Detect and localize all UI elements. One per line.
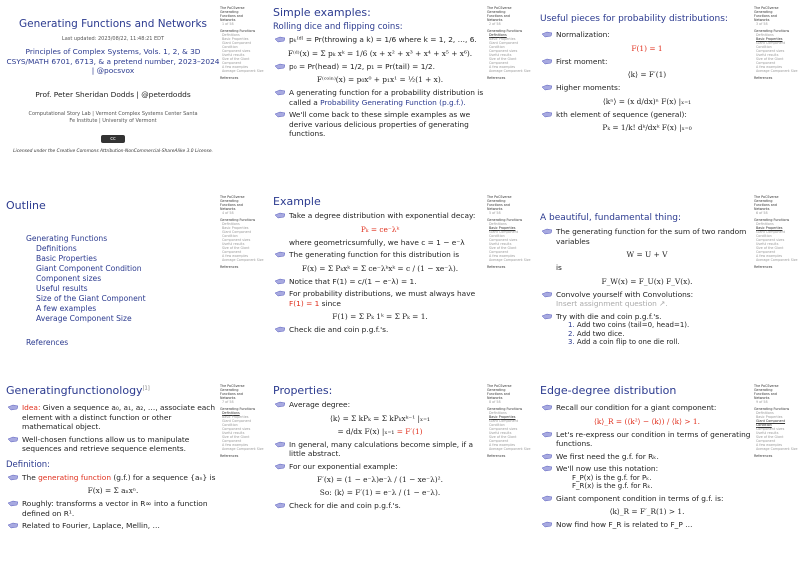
page-label: 5 of 58: [489, 211, 501, 215]
equation: Pₖ = 1/k! dᵏ/dxᵏ F(x) |ₓ₌₀: [602, 123, 692, 132]
sidebar-references[interactable]: References: [487, 76, 506, 80]
sidebar-header-4: Networks: [220, 18, 236, 22]
sidebar-item-giant-size[interactable]: Size of the Giant Component: [489, 246, 517, 254]
page-label: 6 of 58: [756, 211, 768, 215]
hand-bullet-icon: [542, 453, 552, 460]
bullet: Take a degree distribution with exponential decay:: [273, 211, 487, 221]
sidebar-item-giant-size[interactable]: Size of the Giant Component: [489, 57, 517, 65]
hand-bullet-icon: [275, 63, 285, 70]
sidebar-item-definitions[interactable]: Definitions: [756, 222, 774, 226]
hand-bullet-icon: [8, 436, 18, 443]
sidebar-item-examples[interactable]: A few examples: [756, 254, 783, 258]
bullet: Well-chosen functions allow us to manipulate sequences and retrieve sequence elements.: [6, 435, 220, 454]
bullet: First moment:: [540, 57, 754, 67]
sidebar-item-useful-results[interactable]: Useful results: [756, 53, 779, 57]
sidebar-item-avg-size[interactable]: Average Component Size: [222, 447, 264, 451]
sidebar-item-basic-properties[interactable]: Basic Properties: [489, 415, 516, 419]
hand-bullet-icon: [542, 495, 552, 502]
sidebar-header-3: Functions and: [220, 14, 243, 18]
bullet: Check for die and coin p.g.f.'s.: [273, 501, 487, 511]
sidebar-header-2: Generating: [754, 388, 773, 392]
page-label: 2 of 58: [489, 22, 501, 26]
sidebar-header-4: Networks: [220, 207, 236, 211]
sidebar-item-component-sizes[interactable]: Component sizes: [222, 238, 251, 242]
sidebar-header-1: The PoCSverse: [754, 195, 779, 199]
bullet: In general, many calculations become simple, if a little abstract.: [273, 440, 487, 459]
sidebar-item-examples[interactable]: A few examples: [222, 254, 249, 258]
bullet: pₖ⁽ᵈ⁾ = Pr(throwing a k) = 1/6 where k = 1, 2, …, 6.: [273, 35, 487, 45]
sidebar-item-useful-results[interactable]: Useful results: [222, 242, 245, 246]
notation-item: F_R(x) is the g.f. for Rₖ.: [572, 482, 653, 490]
hand-bullet-icon: [275, 502, 285, 509]
sidebar-item-giant-component[interactable]: Giant Component Condition: [756, 230, 786, 238]
page-label: 3 of 58: [756, 22, 768, 26]
sidebar-header-4: Networks: [754, 207, 770, 211]
sidebar-header-1: The PoCSverse: [487, 384, 512, 388]
assignment-link[interactable]: Insert assignment question ↗.: [556, 299, 668, 308]
bullet: We first need the g.f. for Rₖ.: [540, 452, 754, 462]
numbered-item: 3. Add a coin flip to one die roll.: [568, 338, 680, 346]
bullet: The generating function for this distribution is: [273, 250, 487, 260]
hand-bullet-icon: [8, 500, 18, 507]
sidebar-header-1: The PoCSverse: [754, 384, 779, 388]
numbered-item: 2. Add two dice.: [568, 329, 625, 338]
sidebar-header-2: Generating: [487, 199, 506, 203]
sidebar-item-useful-results[interactable]: Useful results: [489, 242, 512, 246]
sidebar-section-gen[interactable]: Generating Functions: [487, 407, 523, 411]
sidebar-item-definitions[interactable]: Definitions: [222, 33, 240, 37]
bullet: We'll come back to these simple examples as we derive various delicious properties of generating functions.: [273, 110, 487, 139]
equation: F⁽ᵈ⁾(x) = Σ pₖ xᵏ = 1/6 (x + x² + x³ + x⁴ + x⁵ + x⁶).: [287, 48, 473, 58]
slide-properties: [267, 378, 533, 566]
outline-item[interactable]: Average Component Size: [36, 314, 132, 323]
hand-bullet-icon: [275, 401, 285, 408]
equation: ⟨k⟩_R = (⟨k²⟩ − ⟨k⟩) / ⟨k⟩ > 1.: [594, 416, 700, 426]
sidebar-header-1: The PoCSverse: [220, 195, 245, 199]
deck-title: Generating Functions and Networks: [18, 18, 208, 30]
hand-bullet-icon: [542, 111, 552, 118]
outline-item[interactable]: Definitions: [36, 244, 77, 253]
sidebar-item-basic-properties[interactable]: Basic Properties: [489, 226, 516, 230]
sidebar-header-3: Functions and: [754, 203, 777, 207]
hand-bullet-icon: [275, 212, 285, 219]
sidebar-item-avg-size[interactable]: Average Component Size: [756, 69, 798, 73]
bullet: Notice that F(1) = c/(1 − e⁻λ) = 1.: [273, 277, 487, 287]
sidebar-item-examples[interactable]: A few examples: [489, 65, 516, 69]
sidebar-item-definitions[interactable]: Definitions: [222, 222, 240, 226]
outline-item[interactable]: Component sizes: [36, 274, 102, 283]
sidebar-item-component-sizes[interactable]: Component sizes: [489, 238, 518, 242]
equation: F(1) = Σ Pₖ 1ᵏ = Σ Pₖ = 1.: [332, 312, 428, 321]
sidebar-item-component-sizes[interactable]: Component sizes: [489, 49, 518, 53]
hand-bullet-icon: [8, 522, 18, 529]
hand-bullet-icon: [8, 404, 18, 411]
sidebar-item-basic-properties[interactable]: Basic Properties: [489, 37, 516, 41]
sidebar-references[interactable]: References: [220, 454, 239, 458]
slide-heading: Properties:: [273, 384, 333, 397]
sidebar-section-gen[interactable]: Generating Functions: [487, 29, 523, 33]
sidebar-header-2: Generating: [487, 10, 506, 14]
equation: Pₖ = ce⁻λᵏ: [360, 224, 400, 234]
hand-bullet-icon: [542, 521, 552, 528]
bullet: We'll now use this notation:: [540, 464, 754, 474]
page-label: 9 of 58: [756, 400, 768, 404]
sidebar-item-giant-component[interactable]: Giant Component Condition: [222, 419, 252, 427]
bullet: A generating function for a probability distribution is called a Probability Generating Function (p.g.f.).: [273, 88, 487, 107]
slide-subheading: Rolling dice and flipping coins:: [273, 22, 403, 32]
sidebar-item-examples[interactable]: A few examples: [489, 443, 516, 447]
page-label: 1 of 58: [222, 22, 234, 26]
hand-bullet-icon: [275, 290, 285, 297]
slide-outline: [0, 189, 266, 377]
slide-heading: Outline: [6, 199, 46, 212]
page-label: 4 of 58: [222, 211, 234, 215]
slide-heading: Useful pieces for probability distributions:: [540, 14, 728, 24]
page-label: 8 of 58: [489, 400, 501, 404]
outline-item[interactable]: Useful results: [36, 284, 88, 293]
sidebar-nav: [754, 0, 800, 188]
bullet: Let's re-express our condition in terms of generating functions.: [540, 430, 754, 449]
sidebar-item-giant-size[interactable]: Size of the Giant Component: [756, 57, 784, 65]
sidebar-item-useful-results[interactable]: Useful results: [489, 431, 512, 435]
sidebar-item-component-sizes[interactable]: Component sizes: [222, 427, 251, 431]
hand-bullet-icon: [542, 84, 552, 91]
sidebar-item-useful-results[interactable]: Useful results: [756, 242, 779, 246]
sidebar-header-4: Networks: [754, 18, 770, 22]
equation: ⟨k⟩ = F′(1): [627, 70, 667, 79]
sidebar-item-giant-size[interactable]: Size of the Giant Component: [222, 57, 250, 65]
bullet: kth element of sequence (general):: [540, 110, 754, 120]
pgf-link[interactable]: Probability Generating Function (p.g.f.).: [320, 97, 466, 107]
outline-item[interactable]: A few examples: [36, 304, 97, 313]
sidebar-item-useful-results[interactable]: Useful results: [756, 431, 779, 435]
affiliation: Computational Story Lab | Vermont Complex Systems Center Santa Fe Institute | University of Vermont: [28, 110, 198, 124]
sidebar-references[interactable]: References: [220, 76, 239, 80]
outline-list: [6, 234, 220, 348]
equation: ⟨k⟩ = Σ kPₖ = Σ kPₖxᵏ⁻¹ |ₓ₌₁: [329, 413, 431, 423]
sidebar-references[interactable]: References: [220, 265, 239, 269]
hand-bullet-icon: [275, 463, 285, 470]
hand-bullet-icon: [275, 111, 285, 118]
sidebar-item-giant-component[interactable]: Giant Component Condition: [222, 230, 252, 238]
license-text: Licensed under the Creative Commons Attribution-NonCommercial-ShareAlike 3.0 License.: [13, 148, 213, 154]
citation[interactable]: [1]: [142, 385, 150, 392]
sidebar-section-gen[interactable]: Generating Functions: [220, 218, 256, 222]
bullet: Idea: Given a sequence a₀, a₁, a₂, …, associate each element with a distinct function or other mathematical object.: [6, 403, 220, 432]
sidebar-item-giant-component[interactable]: Giant Component Condition: [489, 41, 519, 49]
sidebar-item-giant-size[interactable]: Size of the Giant Component: [756, 246, 784, 254]
bullet: Check die and coin p.g.f.'s.: [273, 325, 487, 335]
sidebar-header-4: Networks: [487, 207, 503, 211]
slide-heading: Edge-degree distribution: [540, 384, 677, 397]
sidebar-header-3: Functions and: [754, 14, 777, 18]
hand-bullet-icon: [275, 326, 285, 333]
sidebar-nav: [220, 378, 266, 566]
sidebar-item-giant-size[interactable]: Size of the Giant Component: [756, 435, 784, 443]
sidebar-header-4: Networks: [487, 396, 503, 400]
sidebar-header-1: The PoCSverse: [220, 384, 245, 388]
sidebar-header-3: Functions and: [754, 392, 777, 396]
equation: F(x) = Σ Pₖxᵏ = Σ ce⁻λᵏxᵏ = c / (1 − xe⁻λ).: [301, 263, 459, 273]
sidebar-nav: [754, 378, 800, 566]
outline-item[interactable]: Giant Component Condition: [36, 264, 142, 273]
bullet: Try with die and coin p.g.f.'s.: [540, 312, 754, 322]
sidebar-item-avg-size[interactable]: Average Component Size: [489, 447, 531, 451]
sidebar-item-giant-component[interactable]: Giant Component Condition: [489, 230, 519, 238]
bullet: Roughly: transforms a vector in R∞ into a function defined on R¹.: [6, 499, 220, 518]
sidebar-item-avg-size[interactable]: Average Component Size: [489, 258, 531, 262]
slide-useful-pieces: [534, 0, 800, 188]
slide-title: [0, 0, 266, 188]
last-updated: Last updated: 2023/08/22, 11:48:21 EDT: [61, 36, 165, 42]
sidebar-item-definitions[interactable]: Definitions: [489, 222, 507, 226]
sidebar-item-definitions[interactable]: Definitions: [489, 411, 507, 415]
sidebar-header-2: Generating: [754, 10, 773, 14]
sidebar-item-definitions[interactable]: Definitions: [756, 411, 774, 415]
sidebar-header-2: Generating: [220, 10, 239, 14]
sidebar-nav: [487, 0, 533, 188]
equation: ⟨kⁿ⟩ = (x d/dx)ⁿ F(x) |ₓ₌₁: [602, 96, 692, 106]
outline-references[interactable]: References: [26, 338, 69, 347]
hand-bullet-icon: [275, 36, 285, 43]
sidebar-header-4: Networks: [220, 396, 236, 400]
sidebar-item-giant-size[interactable]: Size of the Giant Component: [489, 435, 517, 443]
outline-item[interactable]: Size of the Giant Component: [36, 294, 146, 303]
sidebar-item-component-sizes[interactable]: Component sizes: [222, 49, 251, 53]
hand-bullet-icon: [542, 228, 552, 235]
sidebar-item-avg-size[interactable]: Average Component Size: [222, 258, 264, 262]
hand-bullet-icon: [8, 474, 18, 481]
sidebar-section-gen[interactable]: Generating Functions: [754, 29, 790, 33]
sidebar-item-avg-size[interactable]: Average Component Size: [756, 447, 798, 451]
sidebar-section-gen[interactable]: Generating Functions: [487, 218, 523, 222]
outline-item[interactable]: Basic Properties: [36, 254, 97, 263]
sidebar-item-basic-properties[interactable]: Basic Properties: [756, 415, 783, 419]
sidebar-nav: [487, 378, 533, 566]
sidebar-item-avg-size[interactable]: Average Component Size: [489, 69, 531, 73]
sidebar-item-giant-size[interactable]: Size of the Giant Component: [222, 435, 250, 443]
hand-bullet-icon: [275, 278, 285, 285]
hand-bullet-icon: [275, 89, 285, 96]
sidebar-item-examples[interactable]: A few examples: [756, 443, 783, 447]
text-line: where geometricsumfully, we have c = 1 − e⁻λ: [289, 237, 465, 247]
sidebar-item-definitions[interactable]: Definitions: [756, 33, 774, 37]
equation: W = U + V: [626, 250, 668, 259]
sidebar-references[interactable]: References: [487, 454, 506, 458]
page-label: 7 of 58: [222, 400, 234, 404]
text-line: is: [556, 263, 562, 272]
outline-section-gen[interactable]: Generating Functions: [26, 234, 108, 243]
bullet: Now find how F_R is related to F_P …: [540, 520, 754, 530]
sidebar-header-2: Generating: [220, 199, 239, 203]
sidebar-item-giant-component[interactable]: Giant Component Condition: [222, 41, 252, 49]
sidebar-header-3: Functions and: [220, 392, 243, 396]
sidebar-header-1: The PoCSverse: [487, 6, 512, 10]
equation: F′(x) = (1 − e⁻λ)e⁻λ / (1 − xe⁻λ)².: [317, 475, 443, 484]
sidebar-header-4: Networks: [487, 18, 503, 22]
bullet: For our exponential example:: [273, 462, 487, 472]
slide-fundamental-thing: [534, 189, 800, 377]
sidebar-section-gen[interactable]: Generating Functions: [220, 407, 256, 411]
equation: = d/dx F(x) |ₓ₌₁ = F′(1): [337, 426, 423, 436]
sidebar-header-2: Generating: [220, 388, 239, 392]
sidebar-header-3: Functions and: [487, 14, 510, 18]
hand-bullet-icon: [275, 441, 285, 448]
sidebar-item-examples[interactable]: A few examples: [756, 65, 783, 69]
bullet: Convolve yourself with Convolutions:: [540, 290, 754, 300]
sidebar-item-basic-properties[interactable]: Basic Properties: [222, 37, 249, 41]
sidebar-header-4: Networks: [754, 396, 770, 400]
slide-simple-examples: [267, 0, 533, 188]
bullet: For probability distributions, we must always have F(1) = 1 since: [273, 289, 487, 308]
notation-item: F_P(x) is the g.f. for Pₖ.: [572, 473, 652, 482]
numbered-item: 1. Add two coins (tail=0, head=1).: [568, 321, 690, 329]
slide-example: [267, 189, 533, 377]
sidebar-references[interactable]: References: [754, 76, 773, 80]
sidebar-item-basic-properties[interactable]: Basic Properties: [756, 226, 783, 230]
course-info: Principles of Complex Systems, Vols. 1, 2, & 3D CSYS/MATH 6701, 6713, & a pretend number, 2023–2024 | @pocsvox: [6, 47, 220, 75]
sidebar-header-3: Functions and: [487, 392, 510, 396]
sidebar-item-avg-size[interactable]: Average Component Size: [756, 258, 798, 262]
hand-bullet-icon: [542, 313, 552, 320]
slide-generatingfunctionology: [0, 378, 266, 566]
sidebar-item-definitions[interactable]: Definitions: [489, 33, 507, 37]
sidebar-references[interactable]: References: [487, 265, 506, 269]
sidebar-header-2: Generating: [487, 388, 506, 392]
sidebar-item-basic-properties[interactable]: Basic Properties: [756, 37, 783, 41]
author-line: Prof. Peter Sheridan Dodds | @peterdodds: [35, 89, 191, 99]
sidebar-header-2: Generating: [754, 199, 773, 203]
sidebar-item-examples[interactable]: A few examples: [489, 254, 516, 258]
sidebar-nav: [754, 189, 800, 377]
sidebar-item-giant-component[interactable]: Giant Component Condition: [756, 419, 786, 427]
sidebar-item-giant-component[interactable]: Giant Component Condition: [756, 41, 786, 49]
cc-license-badge: cc: [101, 135, 125, 143]
equation: ⟨k⟩_R = F′_R(1) > 1.: [609, 507, 685, 516]
slide-heading: Simple examples:: [273, 6, 371, 19]
sidebar-nav: [487, 189, 533, 377]
sidebar-item-examples[interactable]: A few examples: [222, 443, 249, 447]
bullet: Normalization:: [540, 30, 754, 40]
hand-bullet-icon: [542, 465, 552, 472]
sidebar-header-1: The PoCSverse: [220, 6, 245, 10]
equation: So: ⟨k⟩ = F′(1) = e⁻λ / (1 − e⁻λ).: [319, 488, 441, 497]
bullet: p₀ = Pr(head) = 1/2, p₁ = Pr(tail) = 1/2.: [273, 62, 487, 72]
slide-heading: Example: [273, 195, 321, 208]
definition-heading: Definition:: [6, 459, 51, 470]
sidebar-item-examples[interactable]: A few examples: [222, 65, 249, 69]
bullet: Higher moments:: [540, 83, 754, 93]
sidebar-references[interactable]: References: [754, 265, 773, 269]
sidebar-item-component-sizes[interactable]: Component sizes: [756, 427, 785, 431]
sidebar-section-gen[interactable]: Generating Functions: [220, 29, 256, 33]
bullet: Giant component condition in terms of g.f. is:: [540, 494, 754, 504]
bullet: The generating function for the sum of two random variables: [540, 227, 754, 246]
hand-bullet-icon: [542, 431, 552, 438]
bullet: The generating function (g.f.) for a sequence {aₙ} is: [6, 473, 220, 483]
highlight: F(1) = 1: [289, 298, 320, 308]
sidebar-item-component-sizes[interactable]: Component sizes: [756, 238, 785, 242]
sidebar-item-component-sizes[interactable]: Component sizes: [489, 427, 518, 431]
sidebar-section-gen[interactable]: Generating Functions: [754, 407, 790, 411]
slide-heading: Generatingfunctionology[1]: [6, 384, 150, 397]
slide-edge-degree: [534, 378, 800, 566]
sidebar-item-useful-results[interactable]: Useful results: [222, 53, 245, 57]
equation: F⁽ᶜᵒⁱⁿ⁾(x) = p₀x⁰ + p₁x¹ = ½(1 + x).: [316, 75, 444, 84]
hand-bullet-icon: [542, 404, 552, 411]
sidebar-header-3: Functions and: [220, 203, 243, 207]
hand-bullet-icon: [542, 31, 552, 38]
sidebar-nav: [220, 0, 266, 188]
sidebar-references[interactable]: References: [754, 454, 773, 458]
bullet: Related to Fourier, Laplace, Mellin, …: [6, 521, 220, 531]
sidebar-item-giant-component[interactable]: Giant Component Condition: [489, 419, 519, 427]
sidebar-section-gen[interactable]: Generating Functions: [754, 218, 790, 222]
hand-bullet-icon: [542, 58, 552, 65]
sidebar-header-1: The PoCSverse: [754, 6, 779, 10]
sidebar-item-useful-results[interactable]: Useful results: [222, 431, 245, 435]
sidebar-item-useful-results[interactable]: Useful results: [489, 53, 512, 57]
hand-bullet-icon: [275, 251, 285, 258]
equation: F_W(x) = F_U(x) F_V(x).: [601, 276, 693, 286]
sidebar-nav: [220, 189, 266, 377]
sidebar-item-giant-size[interactable]: Size of the Giant Component: [222, 246, 250, 254]
bullet: Recall our condition for a giant component:: [540, 403, 754, 413]
sidebar-item-basic-properties[interactable]: Basic Properties: [222, 415, 249, 419]
sidebar-item-basic-properties[interactable]: Basic Properties: [222, 226, 249, 230]
sidebar-header-1: The PoCSverse: [487, 195, 512, 199]
sidebar-item-definitions[interactable]: Definitions: [222, 411, 240, 415]
sidebar-header-3: Functions and: [487, 203, 510, 207]
sidebar-item-avg-size[interactable]: Average Component Size: [222, 69, 264, 73]
equation: F(1) = 1: [631, 43, 663, 53]
hand-bullet-icon: [542, 291, 552, 298]
sidebar-item-component-sizes[interactable]: Component sizes: [756, 49, 785, 53]
bullet: Average degree:: [273, 400, 487, 410]
equation: F(x) = Σ aₙxⁿ.: [87, 486, 139, 495]
slide-heading: A beautiful, fundamental thing:: [540, 213, 682, 223]
